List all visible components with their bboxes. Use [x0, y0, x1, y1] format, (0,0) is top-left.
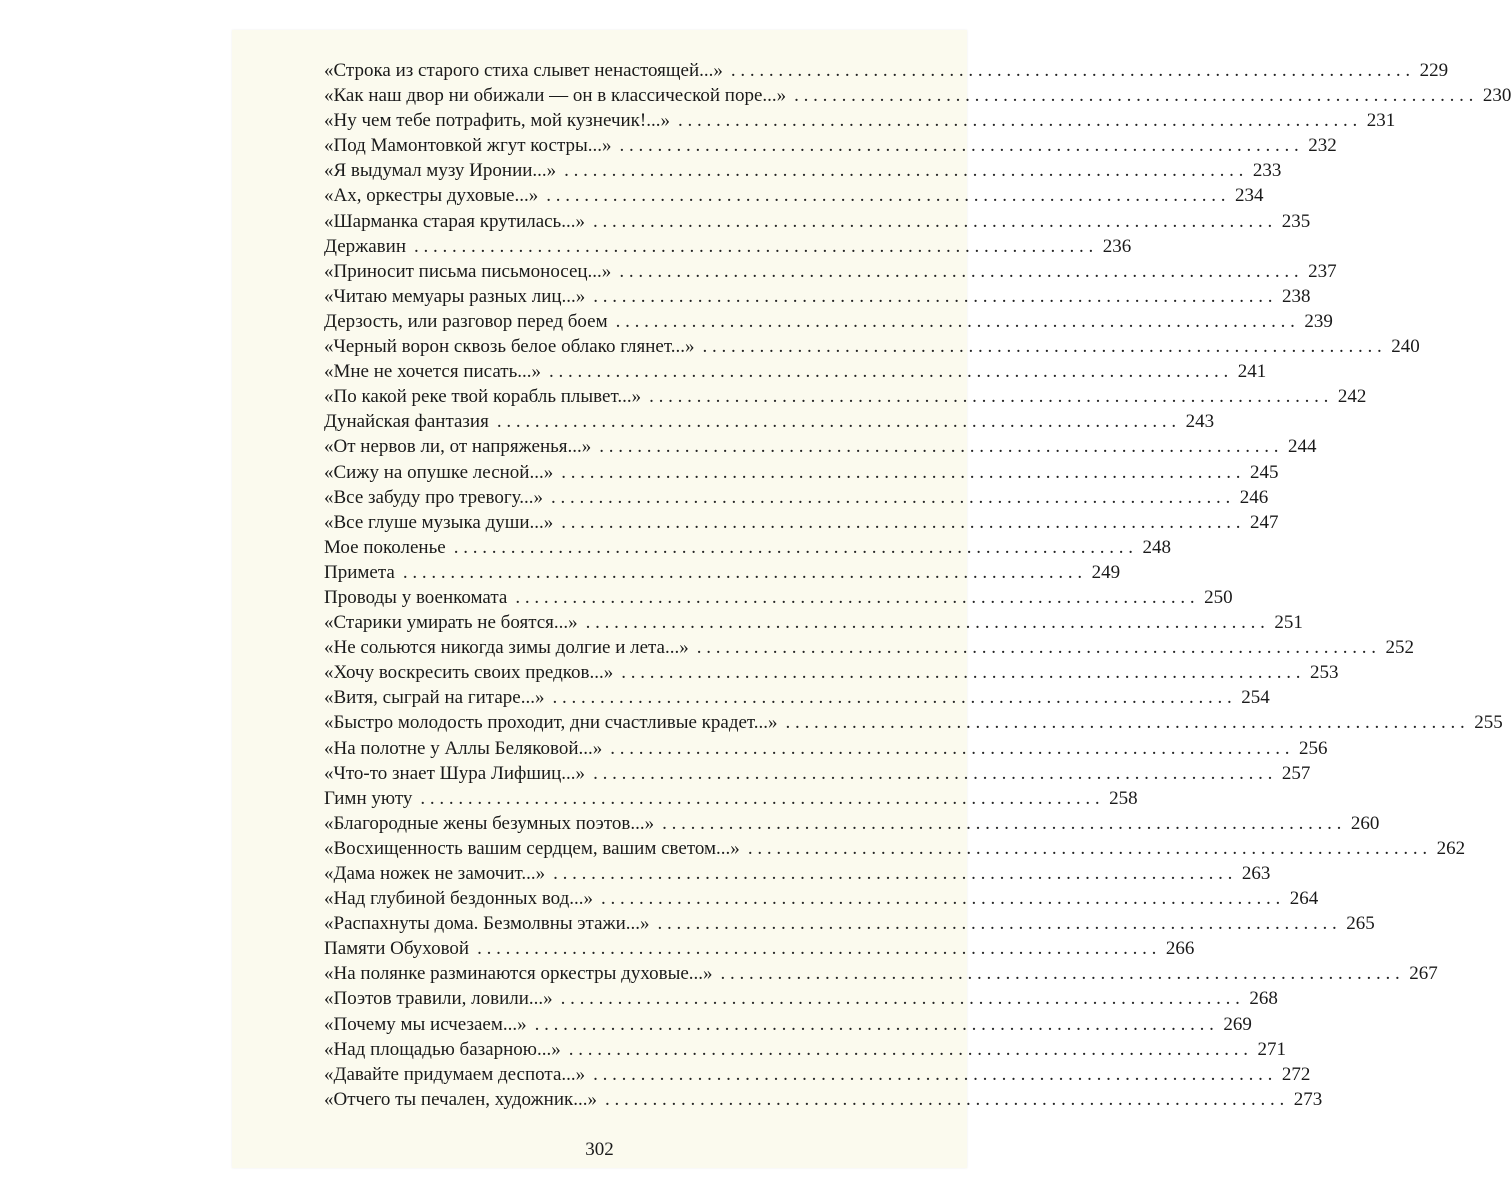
- toc-entry-page: 237: [1308, 260, 1337, 282]
- toc-dot-leader: [454, 537, 1133, 559]
- toc-entry: [324, 863, 1271, 888]
- toc-entry-page: 254: [1241, 687, 1270, 709]
- toc-entry: [324, 310, 1333, 336]
- toc-entry-title: «Распахнуты дома. Безмолвны этажи...»: [324, 913, 650, 935]
- toc-entry: [324, 85, 1511, 110]
- toc-entry-title: «Все глуше музыка души...»: [324, 511, 554, 533]
- toc-entry-page: 272: [1281, 1063, 1311, 1085]
- toc-entry: [324, 662, 1339, 687]
- toc-entry-page: 267: [1409, 963, 1438, 985]
- toc-dot-leader: [515, 587, 1194, 609]
- toc-dot-leader: [605, 1089, 1284, 1111]
- toc-entry-page: 238: [1282, 285, 1311, 307]
- toc-entry-page: 268: [1249, 988, 1278, 1010]
- toc-entry-title: Мое поколенье: [324, 536, 446, 558]
- toc-dot-leader: [593, 1064, 1272, 1086]
- toc-entry: [324, 260, 1337, 286]
- toc-dot-leader: [552, 687, 1231, 709]
- toc-dot-leader: [702, 336, 1381, 358]
- toc-dot-leader: [599, 436, 1278, 458]
- toc-entry: [324, 837, 1466, 863]
- toc-dot-leader: [678, 110, 1357, 132]
- toc-dot-leader: [649, 386, 1328, 408]
- toc-entry-page: 252: [1385, 637, 1414, 659]
- toc-entry-title: «Под Мамонтовкой жгут костры...»: [324, 135, 612, 157]
- toc-entry: [324, 60, 1449, 85]
- toc-entry: [324, 586, 1233, 612]
- toc-entry-page: 231: [1366, 110, 1396, 132]
- toc-entry: [324, 536, 1171, 562]
- toc-entry-title: «Давайте придумаем деспота...»: [324, 1063, 586, 1085]
- toc-entry-page: 251: [1274, 612, 1303, 634]
- toc-entry-title: «Дама ножек не замочит...»: [324, 863, 546, 884]
- toc-entry: [324, 110, 1396, 135]
- toc-dot-leader: [561, 512, 1240, 534]
- toc-dot-leader: [593, 286, 1272, 308]
- toc-entry: [324, 486, 1269, 512]
- toc-entry-title: «Мне не хочется писать...»: [324, 361, 541, 383]
- toc-dot-leader: [551, 487, 1230, 509]
- toc-entry: [324, 612, 1303, 637]
- toc-entry-title: «Строка из старого стиха слывет ненастоящей...»: [324, 60, 723, 81]
- toc-entry-title: Дунайская фантазия: [324, 411, 489, 433]
- toc-entry-title: «От нервов ли, от напряженья...»: [324, 436, 592, 458]
- toc-dot-leader: [621, 662, 1300, 684]
- toc-entry-page: 256: [1299, 737, 1328, 759]
- toc-entry-page: 271: [1257, 1038, 1286, 1060]
- toc-dot-leader: [564, 160, 1243, 182]
- toc-entry-page: 229: [1419, 60, 1449, 81]
- toc-entry: [324, 361, 1267, 386]
- toc-entry-page: 241: [1237, 361, 1267, 383]
- toc-entry-page: 263: [1241, 863, 1271, 884]
- toc-dot-leader: [561, 988, 1240, 1010]
- toc-dot-leader: [586, 612, 1265, 634]
- toc-entry-page: 239: [1304, 310, 1333, 332]
- toc-entry: [324, 285, 1311, 311]
- toc-dot-leader: [786, 712, 1465, 734]
- toc-entry-title: «По какой реке твой корабль плывет...»: [324, 386, 642, 408]
- toc-entry-title: «Шарманка старая крутилась...»: [324, 210, 585, 232]
- toc-entry-page: 236: [1102, 235, 1132, 257]
- toc-dot-leader: [620, 135, 1299, 157]
- toc-entry-title: «Благородные жены безумных поэтов...»: [324, 812, 655, 834]
- page-number: 302: [585, 1139, 614, 1160]
- book-page: [232, 30, 1511, 1168]
- toc-entry: [324, 135, 1337, 160]
- toc-dot-leader: [619, 261, 1298, 283]
- toc-entry: [324, 787, 1138, 813]
- toc-entry-title: «Над площадью базарною...»: [324, 1038, 561, 1060]
- toc-dot-leader: [497, 411, 1176, 433]
- toc-dot-leader: [662, 813, 1341, 835]
- toc-entry-title: Проводы у военкомата: [324, 586, 508, 608]
- toc-dot-leader: [593, 211, 1272, 233]
- toc-entry: [324, 160, 1282, 185]
- toc-entry: [324, 1063, 1311, 1089]
- toc-entry-title: Гимн уюту: [324, 787, 413, 809]
- toc-entry: [324, 888, 1319, 913]
- toc-dot-leader: [561, 462, 1240, 484]
- toc-entry-title: Дерзость, или разговор перед боем: [324, 310, 608, 332]
- toc-entry-page: 230: [1482, 85, 1511, 107]
- toc-entry: [324, 762, 1311, 788]
- toc-entry-page: 258: [1109, 787, 1138, 809]
- toc-entry-page: 242: [1337, 386, 1367, 408]
- toc-entry-page: 248: [1142, 536, 1171, 558]
- toc-entry-page: 266: [1165, 938, 1195, 960]
- toc-dot-leader: [593, 763, 1272, 785]
- toc-entry-page: 273: [1293, 1088, 1323, 1110]
- toc-entry-title: «На полотне у Аллы Беляковой...»: [324, 737, 603, 759]
- toc-entry: [324, 812, 1380, 838]
- toc-entry: [324, 712, 1503, 737]
- toc-entry-title: «Ах, оркестры духовые...»: [324, 185, 539, 207]
- toc-entry-page: 249: [1091, 561, 1121, 583]
- toc-dot-leader: [553, 863, 1232, 885]
- toc-entry: [324, 1038, 1286, 1064]
- toc-entry-page: 240: [1391, 336, 1420, 358]
- toc-entry-page: 253: [1310, 662, 1339, 684]
- toc-entry-page: 234: [1234, 185, 1264, 207]
- toc-dot-leader: [569, 1039, 1248, 1061]
- toc-dot-leader: [601, 888, 1280, 910]
- toc-entry: [324, 386, 1367, 411]
- toc-entry: [324, 461, 1279, 487]
- toc-entry: [324, 687, 1270, 712]
- toc-entry-title: «Не сольются никогда зимы долгие и лета...»: [324, 637, 689, 659]
- toc-entry: [324, 561, 1121, 587]
- toc-entry-page: 247: [1250, 511, 1279, 533]
- toc-entry-title: Примета: [324, 561, 395, 583]
- toc-entry: [324, 963, 1438, 988]
- toc-entry: [324, 988, 1278, 1013]
- toc-entry: [324, 637, 1414, 662]
- toc-entry: [324, 1013, 1252, 1039]
- toc-entry-title: «Что-то знает Шура Лифшиц...»: [324, 762, 586, 784]
- toc-entry-page: 235: [1281, 210, 1311, 232]
- toc-entry-page: 245: [1249, 461, 1279, 483]
- toc-entry-page: 244: [1288, 436, 1317, 458]
- toc-dot-leader: [721, 963, 1400, 985]
- toc-entry: [324, 336, 1420, 361]
- toc-entry-title: «Все забуду про тревогу...»: [324, 486, 543, 508]
- table-of-contents: [324, 60, 1511, 1114]
- toc-entry: [324, 235, 1132, 261]
- toc-entry: [324, 210, 1311, 236]
- toc-entry-title: «Сижу на опушке лесной...»: [324, 461, 554, 483]
- toc-entry-title: «Над глубиной бездонных вод...»: [324, 888, 594, 910]
- toc-entry-title: «Я выдумал музу Иронии...»: [324, 160, 557, 182]
- toc-entry-page: 246: [1239, 486, 1269, 508]
- toc-entry-title: «Быстро молодость проходит, дни счастливые крадет...»: [324, 712, 778, 734]
- toc-entry-page: 233: [1252, 160, 1282, 182]
- toc-entry-page: 250: [1204, 586, 1233, 608]
- toc-dot-leader: [477, 938, 1156, 960]
- toc-entry: [324, 411, 1215, 436]
- toc-entry-title: «Читаю мемуары разных лиц...»: [324, 285, 586, 307]
- toc-entry-page: 262: [1436, 837, 1466, 859]
- toc-entry-title: «Черный ворон сквозь белое облако глянет...»: [324, 336, 695, 358]
- toc-dot-leader: [610, 738, 1289, 760]
- toc-entry-page: 269: [1223, 1013, 1252, 1035]
- toc-entry-page: 255: [1474, 712, 1503, 734]
- toc-entry: [324, 913, 1375, 938]
- toc-dot-leader: [697, 637, 1376, 659]
- toc-entry-title: Державин: [324, 235, 406, 257]
- toc-dot-leader: [748, 838, 1427, 860]
- toc-dot-leader: [549, 361, 1228, 383]
- toc-entry-page: 257: [1281, 762, 1311, 784]
- toc-entry-title: «Старики умирать не боятся...»: [324, 612, 578, 634]
- toc-entry-page: 260: [1350, 812, 1380, 834]
- toc-entry-page: 264: [1289, 888, 1319, 910]
- toc-entry: [324, 436, 1317, 461]
- toc-entry-title: «Приносит письма письмоносец...»: [324, 260, 612, 282]
- toc-entry-title: «Почему мы исчезаем...»: [324, 1013, 527, 1035]
- toc-dot-leader: [794, 85, 1473, 107]
- toc-entry: [324, 185, 1264, 210]
- toc-entry-page: 265: [1346, 913, 1375, 935]
- toc-entry: [324, 511, 1279, 537]
- toc-dot-leader: [414, 236, 1093, 258]
- toc-dot-leader: [731, 60, 1410, 82]
- toc-entry-title: «Как наш двор ни обижали — он в классической поре...»: [324, 85, 787, 107]
- toc-dot-leader: [546, 185, 1225, 207]
- toc-entry-title: «Восхищенность вашим сердцем, вашим светом...»: [324, 837, 740, 859]
- toc-entry-title: «На полянке разминаются оркестры духовые...»: [324, 963, 713, 985]
- toc-dot-leader: [658, 913, 1337, 935]
- toc-dot-leader: [403, 562, 1082, 584]
- toc-entry: [324, 1088, 1323, 1114]
- toc-entry-title: «Отчего ты печален, художник...»: [324, 1088, 597, 1110]
- toc-entry: [324, 737, 1328, 763]
- toc-dot-leader: [535, 1014, 1214, 1036]
- toc-dot-leader: [616, 311, 1295, 333]
- toc-entry-page: 243: [1185, 411, 1215, 433]
- toc-entry-page: 232: [1308, 135, 1337, 157]
- toc-entry-title: «Поэтов травили, ловили...»: [324, 988, 553, 1010]
- toc-entry-title: «Хочу воскресить своих предков...»: [324, 662, 614, 684]
- toc-entry: [324, 938, 1195, 963]
- toc-entry-title: Памяти Обуховой: [324, 938, 470, 960]
- toc-entry-title: «Ну чем тебе потрафить, мой кузнечик!...»: [324, 110, 670, 132]
- toc-entry-title: «Витя, сыграй на гитаре...»: [324, 687, 545, 709]
- toc-dot-leader: [420, 788, 1099, 810]
